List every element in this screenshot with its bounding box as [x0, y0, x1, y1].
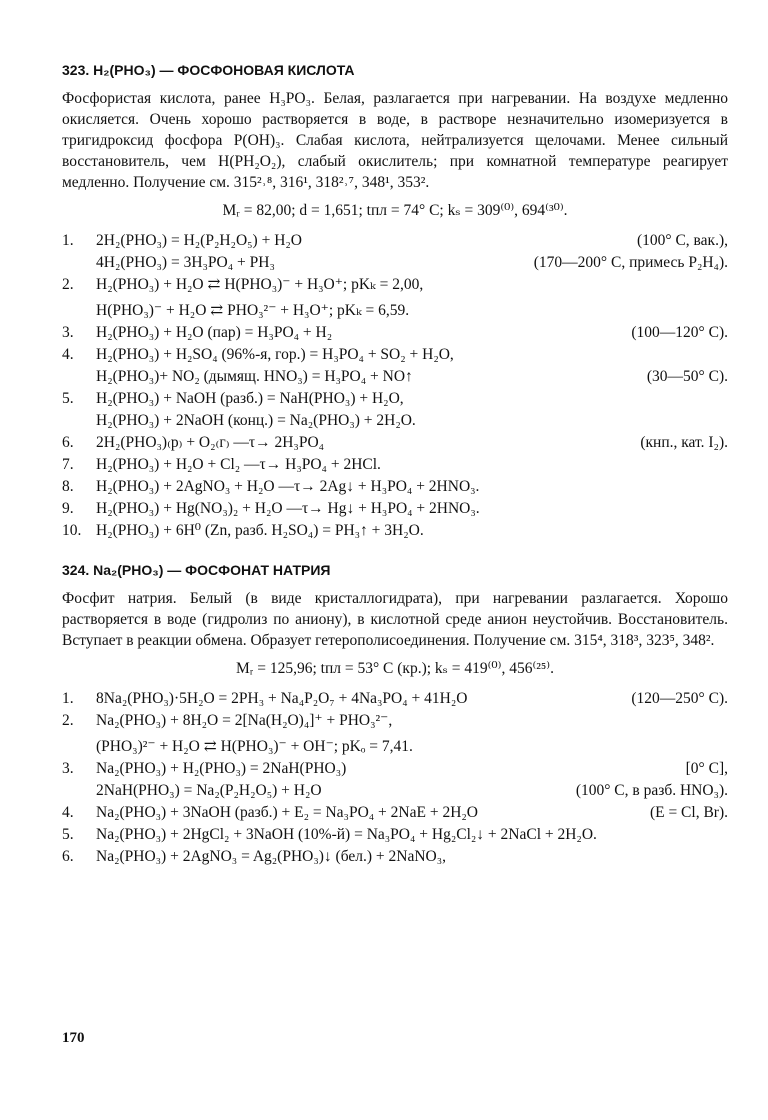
reaction-number: 2. [62, 276, 74, 293]
reaction-line [96, 322, 728, 344]
reaction-number: 7. [62, 456, 74, 473]
reaction-condition [720, 388, 728, 410]
reaction-number: 8. [62, 478, 74, 495]
reaction-condition: (100—120° C). [631, 324, 728, 341]
reaction-condition: (кнп., кат. I₂). [640, 434, 728, 451]
reaction-number: 10. [62, 522, 82, 539]
reaction-line [96, 230, 728, 252]
reaction-line [96, 802, 728, 824]
reaction-condition [720, 410, 728, 432]
reaction-equation: H₂(PHO₃) + H₂O (пар) = H₃PO₄ + H₂ [96, 324, 333, 341]
reaction-line [96, 300, 728, 322]
reaction-item [62, 824, 728, 846]
reaction-line [96, 388, 728, 410]
reaction-equation: 8Na₂(PHO₃)·5H₂O = 2PH₃ + Na₄P₂O₇ + 4Na₃PO₄ + 41H₂O [96, 690, 468, 707]
reaction-item [62, 846, 728, 868]
reaction-condition [720, 274, 728, 296]
reaction-equation: H₂(PHO₃) + 2AgNO₃ + H₂O —τ→ 2Ag↓ + H₃PO₄ + 2HNO₃. [96, 478, 480, 495]
reaction-item [62, 344, 728, 388]
reaction-line [96, 846, 728, 868]
reaction-body [96, 274, 728, 322]
reaction-item [62, 388, 728, 432]
reaction-equation: 2H₂(PHO₃)₍р₎ + O₂₍г₎ —τ→ 2H₃PO₄ [96, 434, 325, 451]
reaction-body [96, 520, 728, 542]
reaction-body [96, 344, 728, 388]
reaction-item [62, 758, 728, 802]
reaction-item [62, 710, 728, 758]
reaction-equation: H(PHO₃)⁻ + H₂O ⇄ PHO₃²⁻ + H₃O⁺; pKₖ = 6,59. [96, 302, 410, 319]
reaction-number: 3. [62, 324, 74, 341]
page-number: 170 [62, 1030, 85, 1046]
reaction-line [96, 780, 728, 802]
reaction-number: 6. [62, 434, 74, 451]
reaction-item [62, 476, 728, 498]
reaction-body [96, 454, 728, 476]
reaction-item [62, 802, 728, 824]
reaction-number: 1. [62, 690, 74, 707]
reaction-condition [720, 498, 728, 520]
reaction-line [96, 498, 728, 520]
reaction-body [96, 688, 728, 710]
reaction-equation: H₂(PHO₃) + 6H⁰ (Zn, разб. H₂SO₄) = PH₃↑ + 3H₂O. [96, 522, 424, 539]
reaction-body [96, 802, 728, 824]
reaction-body [96, 388, 728, 432]
section-description: Фосфористая кислота, ранее H₃PO₃. Белая, разлагается при нагревании. На воздухе медленно окисляется. Очень хорошо растворяется в воде, в растворе незначительно изомеризуется в тригидроксид фосфора P(OH)₃. Слабая кислота, нейтрализуется щелочами. Менее сильный восстановитель, чем H(PH₂O₂), слабый окислитель; при комнатной температуре реагирует медленно. Получение см. 315²˒⁸, 316¹, 318²˒⁷, 348¹, 353². [62, 90, 728, 191]
reaction-item [62, 322, 728, 344]
section-1 [62, 62, 728, 542]
reaction-condition: (100° C, в разб. HNO₃). [575, 782, 728, 799]
reaction-condition [720, 476, 728, 498]
reaction-equation: H₂(PHO₃) + 2NaOH (конц.) = Na₂(PHO₃) + 2H₂O. [96, 412, 416, 429]
reaction-line [96, 476, 728, 498]
reaction-line [96, 274, 728, 296]
reaction-condition [720, 736, 728, 758]
reaction-line [96, 432, 728, 454]
reaction-line [96, 688, 728, 710]
reaction-number: 5. [62, 390, 74, 407]
reaction-equation: 4H₂(PHO₃) = 3H₃PO₄ + PH₃ [96, 254, 275, 271]
reaction-number: 4. [62, 804, 74, 821]
reaction-body [96, 230, 728, 274]
reaction-line [96, 366, 728, 388]
page-content [62, 62, 728, 868]
reaction-item [62, 498, 728, 520]
reaction-line [96, 454, 728, 476]
reaction-condition: (120—250° C). [631, 690, 728, 707]
sections-container [62, 62, 728, 868]
reaction-line [96, 344, 728, 366]
reaction-body [96, 758, 728, 802]
reaction-equation: H₂(PHO₃)+ NO₂ (дымящ. HNO₃) = H₃PO₄ + NO↑ [96, 368, 413, 385]
reaction-line [96, 252, 728, 274]
reaction-equation: (PHO₃)²⁻ + H₂O ⇄ H(PHO₃)⁻ + OH⁻; pKₒ = 7,41. [96, 738, 413, 755]
reaction-condition: (100° C, вак.), [636, 232, 728, 249]
reaction-condition [720, 846, 728, 868]
reaction-condition [720, 824, 728, 846]
reaction-equation: 2NaH(PHO₃) = Na₂(P₂H₂O₅) + H₂O [96, 782, 322, 799]
reaction-body [96, 322, 728, 344]
reaction-number: 4. [62, 346, 74, 363]
section-heading: 323. H₂(PHO₃) — ФОСФОНОВАЯ КИСЛОТА [62, 62, 355, 78]
section-properties: Mᵣ = 82,00; d = 1,651; tпл = 74° C; kₛ = 309⁽⁰⁾, 694⁽³⁰⁾. [222, 202, 568, 219]
reaction-equation: Na₂(PHO₃) + H₂(PHO₃) = 2NaH(PHO₃) [96, 760, 347, 777]
reaction-number: 1. [62, 232, 74, 249]
reaction-equation: H₂(PHO₃) + H₂O ⇄ H(PHO₃)⁻ + H₃O⁺; pKₖ = 2,00, [96, 276, 424, 293]
reaction-condition [720, 710, 728, 732]
reaction-body [96, 824, 728, 846]
reaction-condition: (30—50° C). [646, 368, 728, 385]
reaction-equation: H₂(PHO₃) + H₂O + Cl₂ —τ→ H₃PO₄ + 2HCl. [96, 456, 381, 473]
reaction-list [62, 230, 728, 542]
reaction-body [96, 432, 728, 454]
reaction-equation: 2H₂(PHO₃) = H₂(P₂H₂O₅) + H₂O [96, 232, 302, 249]
reaction-line [96, 520, 728, 542]
reaction-body [96, 846, 728, 868]
reaction-item [62, 688, 728, 710]
reaction-number: 5. [62, 826, 74, 843]
section-2 [62, 562, 728, 868]
reaction-equation: H₂(PHO₃) + Hg(NO₃)₂ + H₂O —τ→ Hg↓ + H₃PO₄ + 2HNO₃. [96, 500, 480, 517]
reaction-condition: [0° C], [685, 760, 728, 777]
reaction-body [96, 498, 728, 520]
reaction-item [62, 432, 728, 454]
reaction-item [62, 230, 728, 274]
reaction-number: 6. [62, 848, 74, 865]
reaction-line [96, 410, 728, 432]
reaction-condition [720, 344, 728, 366]
section-heading: 324. Na₂(PHO₃) — ФОСФОНАТ НАТРИЯ [62, 562, 331, 578]
reaction-condition [720, 454, 728, 476]
reaction-condition: (E = Cl, Br). [649, 804, 728, 821]
reaction-line [96, 736, 728, 758]
reaction-item [62, 520, 728, 542]
reaction-equation: H₂(PHO₃) + NaOH (разб.) = NaH(PHO₃) + H₂O, [96, 390, 404, 407]
reaction-body [96, 476, 728, 498]
reaction-condition: (170—200° C, примесь P₂H₄). [533, 254, 728, 271]
reaction-equation: H₂(PHO₃) + H₂SO₄ (96%-я, гор.) = H₃PO₄ + SO₂ + H₂O, [96, 346, 454, 363]
section-properties: Mᵣ = 125,96; tпл = 53° C (кр.); kₛ = 419⁽⁰⁾, 456⁽²⁵⁾. [236, 660, 554, 677]
reaction-equation: Na₂(PHO₃) + 8H₂O = 2[Na(H₂O)₄]⁺ + PHO₃²⁻, [96, 712, 393, 729]
reaction-item [62, 274, 728, 322]
reaction-number: 9. [62, 500, 74, 517]
reaction-equation: Na₂(PHO₃) + 2HgCl₂ + 3NaOH (10%-й) = Na₃PO₄ + Hg₂Cl₂↓ + 2NaCl + 2H₂O. [96, 826, 597, 843]
reaction-equation: Na₂(PHO₃) + 3NaOH (разб.) + E₂ = Na₃PO₄ + 2NaE + 2H₂O [96, 804, 478, 821]
reaction-line [96, 824, 728, 846]
reaction-condition [720, 520, 728, 542]
reaction-number: 3. [62, 760, 74, 777]
reaction-line [96, 710, 728, 732]
reaction-body [96, 710, 728, 758]
reaction-item [62, 454, 728, 476]
reaction-condition [720, 300, 728, 322]
reaction-number: 2. [62, 712, 74, 729]
reaction-list [62, 688, 728, 868]
reaction-equation: Na₂(PHO₃) + 2AgNO₃ = Ag₂(PHO₃)↓ (бел.) + 2NaNO₃, [96, 848, 447, 865]
section-description: Фосфит натрия. Белый (в виде кристаллогидрата), при нагревании разлагается. Хорошо растворяется в воде (гидролиз по аниону), в кислотной среде анион неустойчив. Восстановитель. Вступает в реакции обмена. Образует гетерополисоединения. Получение см. 315⁴, 318³, 323⁵, 348². [62, 590, 728, 649]
reaction-line [96, 758, 728, 780]
